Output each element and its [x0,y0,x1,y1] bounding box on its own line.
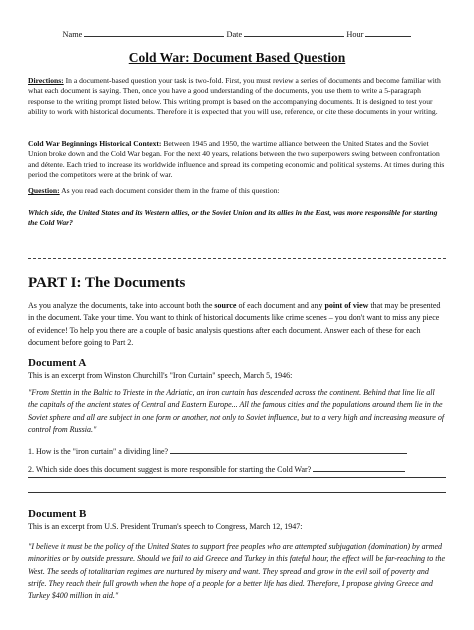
question-1-answer-line[interactable] [28,477,446,478]
context-label: Cold War Beginnings Historical Context: [28,139,162,148]
question-1-text: 1. How is the "iron curtain" a dividing line? [28,447,169,456]
date-blank[interactable] [244,28,344,37]
intro-source-term: source [214,301,237,310]
part-one-intro [28,300,446,349]
part-one-heading: PART I: The Documents [28,275,186,291]
question-paragraph [28,186,446,196]
intro-text-b: of each document and any [236,301,325,310]
directions-label: Directions: [28,76,64,85]
student-info-line [0,28,474,39]
document-a-heading: Document A [28,357,87,369]
directions-paragraph [28,76,446,118]
document-a-question-1 [28,445,446,456]
question-1-answer-blank[interactable] [170,445,407,454]
document-a-question-2 [28,463,446,474]
question-2-answer-blank[interactable] [313,463,405,472]
question-2-text: 2. Which side does this document suggest is more responsible for starting the Cold War? [28,465,312,474]
intro-text-c: that may be presented in the document. Take your time. You want to think of historical documents like crime scenes – you don't want to miss any piece of evidence! To help you there are a couple of basic analysis questions after each document. Answer each of these for each document before going to Part 2. [28,301,441,347]
question-label: Question: [28,186,60,195]
directions-text: In a document-based question your task is two-fold. First, you must review a series of documents and become familiar with what each document is saying. Then, once you have a good understanding of the documents, you use them to write a 5-paragraph response to the writing prompt listed below. This writing prompt is based on the accompanying documents. It is designed to test your ability to work with historical documents. Therefore it is expected that you will use, reference, or cite these documents in your writing. [28,76,441,117]
intro-pov-term: point of view [324,301,369,310]
page-title: Cold War: Document Based Question [128,50,346,65]
document-a-quote: "From Stettin in the Baltic to Trieste in the Adriatic, an iron curtain has descended across the continent. Behind that line lie all the capitals of the ancient states of Central and Eastern Europe... All the famous cities and the populations around them lie in the Soviet sphere and all are subject in one form or another, not only to Soviet influence, but to a very high and increasing measure of control from Russia." [28,388,445,434]
section-divider [28,258,446,259]
hour-blank[interactable] [365,28,411,37]
essay-prompt: Which side, the United States and its Western allies, or the Soviet Union and its allies in the East, was more responsible for starting the Cold War? [28,208,438,228]
intro-text-a: As you analyze the documents, take into account both the [28,301,215,310]
document-b-quote: "I believe it must be the policy of the United States to support free peoples who are attempted subjugation (domination) by armed minorities or by outside pressure. Should we fail to aid Greece and Turkey in this fateful hour, the effect will be far-reaching to the West. The seeds of totalitarian regimes are nurtured by misery and want. They spread and grow in the evil soil of poverty and strife. They reach their full growth when the hope of a people for a better life has died. Therefore, I propose giving Greece and Turkey $400 million in aid." [28,542,446,601]
document-b-source: This is an excerpt from U.S. President Truman's speech to Congress, March 12, 1947: [28,522,303,531]
document-b-heading: Document B [28,508,87,520]
context-text: Between 1945 and 1950, the wartime alliance between the United States and the Soviet Union broke down and the Cold War began. For the next 40 years, relations between the two superpowers swing between confrontation and détente. Each tried to increase its worldwide influence and spread its competing economic and political systems. At times during this period the competitors were at the brink of war. [28,139,445,180]
question-2-answer-line[interactable] [28,492,446,493]
question-text: As you read each document consider them in the frame of this question: [59,186,280,195]
name-blank[interactable] [84,28,224,37]
historical-context-paragraph [28,139,446,181]
name-label: Name [62,30,83,39]
document-a-source: This is an excerpt from Winston Churchill's "Iron Curtain" speech, March 5, 1946: [28,371,293,380]
hour-label: Hour [346,30,364,39]
date-label: Date [226,30,243,39]
